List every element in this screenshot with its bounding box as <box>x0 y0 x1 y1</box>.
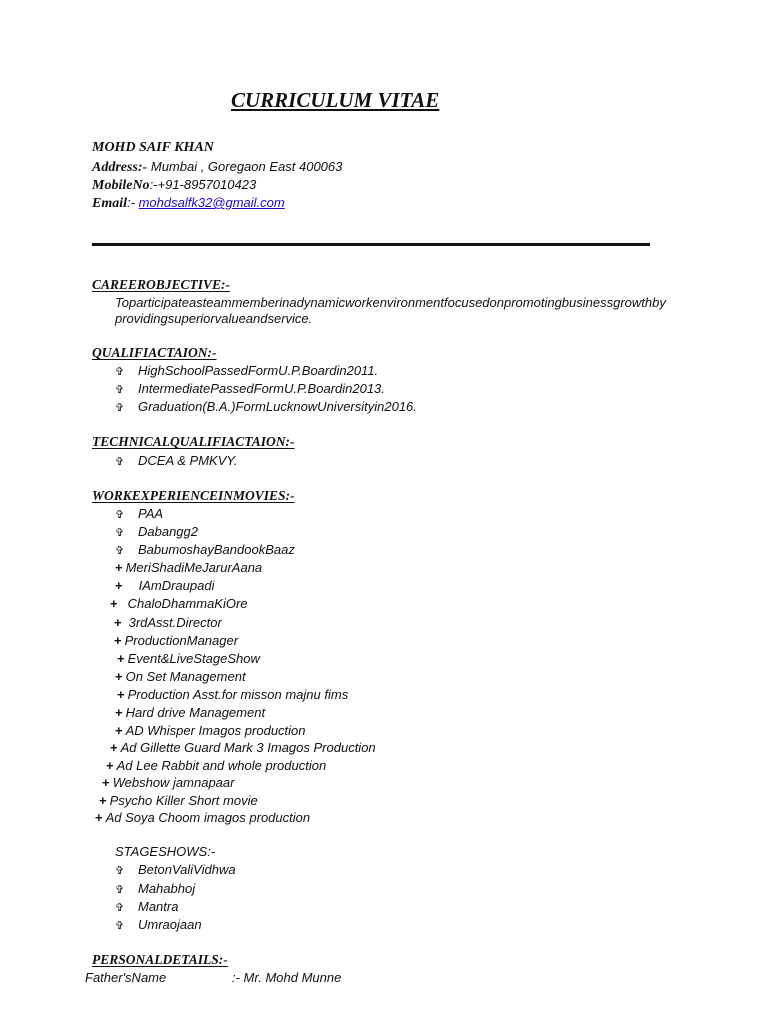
list-item: ✞ IntermediatePassedFormU.P.Boardin2013. <box>115 381 385 396</box>
candidate-name: MOHD SAIF KHAN <box>92 140 214 155</box>
list-item: ✞ DCEA & PMKVY. <box>115 453 238 468</box>
career-objective-line-1: Toparticipateasteammemberinadynamicworkenvironmentfocusedonpromotingbusinessgrowthby <box>115 295 666 310</box>
address-line <box>92 159 342 176</box>
personal-details-heading: PERSONALDETAILS:- <box>92 952 228 967</box>
plus-bullet-icon: + <box>115 560 123 575</box>
plus-bullet-icon: + <box>117 687 125 702</box>
technical-qualification-heading: TECHNICALQUALIFIACTAION:- <box>92 434 295 449</box>
mobile-value: :-+91-8957010423 <box>149 177 257 192</box>
cross-bullet-icon: ✞ <box>115 545 125 557</box>
list-item: ✞ PAA <box>115 506 164 521</box>
cross-bullet-icon: ✞ <box>115 402 125 414</box>
cross-bullet-icon: ✞ <box>115 366 125 378</box>
list-item: + ChaloDhammaKiOre <box>110 596 248 611</box>
list-item: ✞ Dabangg2 <box>115 524 198 539</box>
list-item: + Psycho Killer Short movie <box>99 793 258 808</box>
list-item: + Event&LiveStageShow <box>117 651 260 666</box>
cross-bullet-icon: ✞ <box>115 384 125 396</box>
cross-bullet-icon: ✞ <box>115 527 125 539</box>
cross-bullet-icon: ✞ <box>115 884 125 896</box>
stage-shows-heading: STAGESHOWS:- <box>115 844 216 859</box>
list-item: + AD Whisper Imagos production <box>115 723 306 738</box>
cross-bullet-icon: ✞ <box>115 920 125 932</box>
address-label: Address:- <box>92 160 148 175</box>
email-label: Email <box>92 196 128 211</box>
father-name-row <box>85 970 385 985</box>
work-experience-heading: WORKEXPERIENCEINMOVIES:- <box>92 488 295 503</box>
list-item: + Ad Soya Choom imagos production <box>95 810 311 825</box>
list-item: ✞ Graduation(B.A.)FormLucknowUniversityin2016. <box>115 399 417 414</box>
plus-bullet-icon: + <box>115 578 123 593</box>
qualification-heading: QUALIFIACTAION:- <box>92 345 217 360</box>
list-item: ✞ Mantra <box>115 899 179 914</box>
plus-bullet-icon: + <box>114 633 122 648</box>
plus-bullet-icon: + <box>95 810 103 825</box>
list-item: ✞ Umraojaan <box>115 917 202 932</box>
plus-bullet-icon: + <box>106 758 114 773</box>
cross-bullet-icon: ✞ <box>115 509 125 521</box>
plus-bullet-icon: + <box>102 775 110 790</box>
career-objective-heading: CAREEROBJECTIVE:- <box>92 277 231 292</box>
plus-bullet-icon: + <box>115 705 123 720</box>
list-item: + Webshow jamnapaar <box>102 775 235 790</box>
list-item: ✞ HighSchoolPassedFormU.P.Boardin2011. <box>115 363 379 378</box>
plus-bullet-icon: + <box>115 723 123 738</box>
list-item: + Ad Lee Rabbit and whole production <box>106 758 327 773</box>
list-item: ✞ BabumoshayBandookBaaz <box>115 542 295 557</box>
cross-bullet-icon: ✞ <box>115 456 125 468</box>
cross-bullet-icon: ✞ <box>115 902 125 914</box>
list-item: + MeriShadiMeJarurAana <box>115 560 263 575</box>
plus-bullet-icon: + <box>110 740 118 755</box>
career-objective-line-2: providingsuperiorvalueandservice. <box>115 311 313 326</box>
plus-bullet-icon: + <box>114 615 122 630</box>
mobile-label: MobileNo <box>92 178 150 193</box>
email-link[interactable]: mohdsalfk32@gmail.com <box>138 195 285 210</box>
list-item: + Ad Gillette Guard Mark 3 Imagos Production <box>110 740 376 755</box>
email-line <box>92 195 285 212</box>
cross-bullet-icon: ✞ <box>115 865 125 877</box>
list-item: + Production Asst.for misson majnu fims <box>117 687 349 702</box>
list-item: + On Set Management <box>115 669 246 684</box>
plus-bullet-icon: + <box>110 596 118 611</box>
address-value: Mumbai , Goregaon East 400063 <box>150 159 343 174</box>
horizontal-divider <box>92 243 650 246</box>
list-item: ✞ Mahabhoj <box>115 881 196 896</box>
plus-bullet-icon: + <box>99 793 107 808</box>
list-item: + Hard drive Management <box>115 705 266 720</box>
list-item: + ProductionManager <box>114 633 239 648</box>
list-item: ✞ BetonValiVidhwa <box>115 862 236 877</box>
plus-bullet-icon: + <box>115 669 123 684</box>
mobile-line <box>92 177 256 194</box>
list-item: + IAmDraupadi <box>115 578 215 593</box>
father-name-value: :- Mr. Mohd Munne <box>232 970 342 985</box>
plus-bullet-icon: + <box>117 651 125 666</box>
father-name-label: Father'sName <box>85 970 167 985</box>
email-separator: :- <box>127 195 135 210</box>
list-item: + 3rdAsst.Director <box>114 615 222 630</box>
page-title: CURRICULUM VITAE <box>231 88 440 112</box>
